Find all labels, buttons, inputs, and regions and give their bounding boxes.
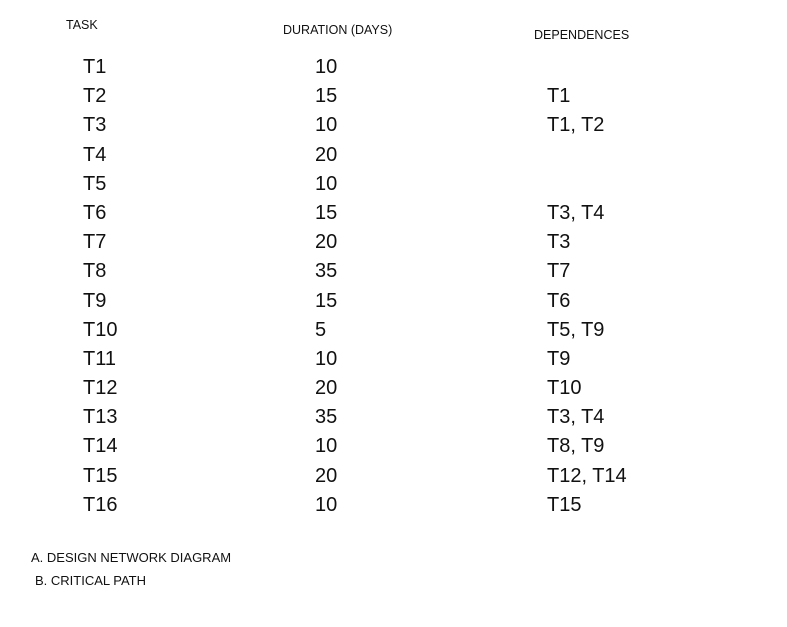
duration-cell: 15 — [315, 201, 338, 224]
dependences-cell: T3, T4 — [547, 201, 605, 224]
table-row — [0, 169, 787, 198]
dependences-cell: T15 — [547, 493, 582, 516]
duration-cell: 10 — [315, 172, 338, 195]
table-row — [0, 315, 787, 344]
duration-cell: 20 — [315, 231, 338, 254]
task-cell: T11 — [83, 347, 116, 370]
question-b: B. CRITICAL PATH — [35, 573, 146, 588]
duration-cell: 10 — [315, 347, 338, 370]
table-row — [0, 431, 787, 460]
dependences-cell: T1 — [547, 85, 571, 108]
dependences-cell: T9 — [547, 347, 571, 370]
table-row — [0, 140, 787, 169]
table-row — [0, 344, 787, 373]
table-row — [0, 461, 787, 490]
question-a: A. DESIGN NETWORK DIAGRAM — [31, 550, 232, 565]
dependences-cell: T8, T9 — [547, 435, 605, 458]
dependences-column-header: DEPENDENCES — [534, 28, 630, 42]
dependences-cell: T1, T2 — [547, 114, 605, 137]
duration-cell: 15 — [315, 289, 338, 312]
table-row — [0, 52, 787, 81]
duration-cell: 10 — [315, 114, 338, 137]
duration-cell: 35 — [315, 260, 338, 283]
duration-column-header: DURATION (DAYS) — [283, 23, 393, 37]
duration-cell: 10 — [315, 493, 338, 516]
task-cell: T15 — [83, 464, 118, 487]
task-cell: T13 — [83, 406, 118, 429]
task-cell: T12 — [83, 377, 118, 400]
task-cell: T16 — [83, 493, 118, 516]
table-row — [0, 490, 787, 519]
task-cell: T5 — [83, 172, 107, 195]
task-table — [0, 52, 787, 519]
task-cell: T3 — [83, 114, 107, 137]
task-cell: T6 — [83, 201, 107, 224]
dependences-cell: T6 — [547, 289, 571, 312]
dependences-cell: T3 — [547, 231, 571, 254]
task-cell: T1 — [83, 56, 107, 78]
duration-cell: 10 — [315, 435, 338, 458]
duration-cell: 10 — [315, 56, 338, 78]
task-cell: T14 — [83, 435, 118, 458]
task-column-header: TASK — [66, 18, 98, 32]
dependences-cell: T3, T4 — [547, 406, 605, 429]
duration-cell: 35 — [315, 406, 338, 429]
task-cell: T2 — [83, 85, 107, 108]
task-cell: T10 — [83, 318, 118, 341]
dependences-cell: T7 — [547, 260, 571, 283]
table-row — [0, 81, 787, 110]
duration-cell: 20 — [315, 464, 338, 487]
task-cell: T8 — [83, 260, 107, 283]
table-row — [0, 402, 787, 431]
duration-cell: 15 — [315, 85, 338, 108]
table-row — [0, 110, 787, 139]
table-row — [0, 256, 787, 285]
task-cell: T7 — [83, 231, 107, 254]
table-row — [0, 198, 787, 227]
task-cell: T9 — [83, 289, 107, 312]
dependences-cell: T12, T14 — [547, 464, 627, 487]
table-row — [0, 227, 787, 256]
task-cell: T4 — [83, 143, 107, 166]
table-row — [0, 286, 787, 315]
dependences-cell: T5, T9 — [547, 318, 605, 341]
table-row — [0, 373, 787, 402]
duration-cell: 20 — [315, 143, 338, 166]
duration-cell: 5 — [315, 318, 327, 341]
duration-cell: 20 — [315, 377, 338, 400]
dependences-cell: T10 — [547, 377, 582, 400]
